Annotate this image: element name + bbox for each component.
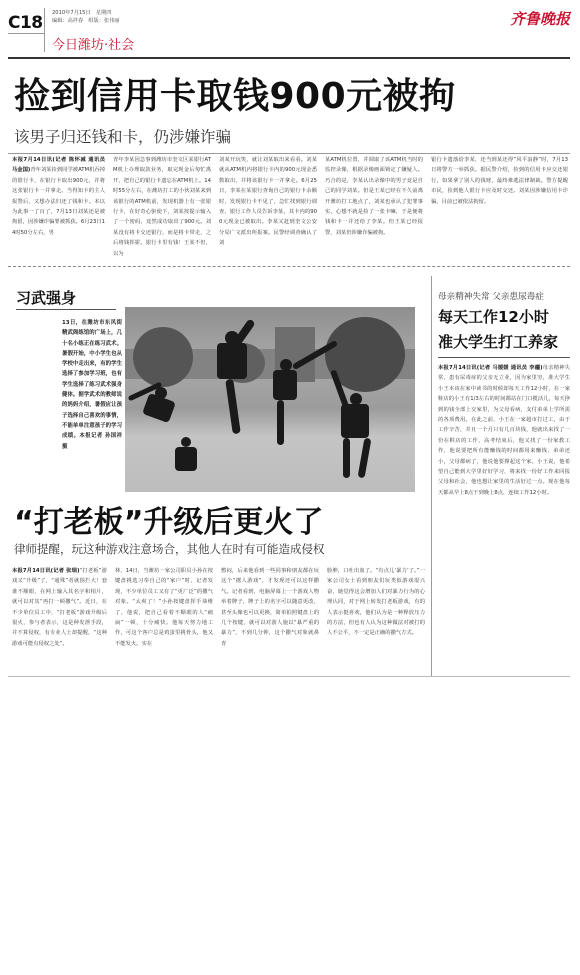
story4-headline-line2: 准大学生打工养家	[438, 333, 559, 351]
story4-kicker: 母亲精神失常 父亲患尿毒症	[438, 292, 544, 302]
divider	[8, 153, 570, 154]
page-number: C18	[8, 13, 43, 33]
editor-credit: 编辑：高祥春 组版：张伟丽	[52, 18, 120, 24]
story1-column-2: 青年李某因急事到潍坊市奎文区某银行ATM机上办理取款业务，取完现金后匆忙离开，把自己的银行卡遗忘在ATM机上。14时55分左右，在潍坊打工的小伙刘某来到该银行的ATM机前，发现机器上有一张银行卡，在好奇心驱使下，刘某按提示输入了一个密码，竟然成功取出了900元。刘某没有将卡交还银行，而是将卡带走，之后将钱挥霍。银行卡里有钱！王某不但，以为	[113, 157, 211, 257]
story1-col1-text: 青年刘某捡到同学被ATM机吞掉的银行卡，在银行卡取出900元，并将这张银行卡一并拿走。当得知卡的主人报警后，又想办法归还了钱和卡。本以为此事一了百了，7月13日刘某还是被拘留，因涉嫌诈骗罪被抓获。6月23日14时50分左右，男	[12, 167, 105, 236]
column-divider	[431, 276, 432, 676]
story1-column-5: 银行卡遗落给李某，还当到某还得”风平浪静”时，7月13日将警方一举抓获。据民警介绍，捡到的信用卡应交还银行，如果拿了别人的钱财，最终难逃法律制裁。警方提醒市民，捡到他人银行卡应及时交还。刘某因涉嫌信用卡诈骗，目前已被依法拘留。	[431, 157, 568, 205]
story3-column-4: 脸肿，口吐出血了。“有点儿‘暴力’了。”一家公司女士看到朋友们玩类似游戏很兴奋，她觉得这会增加人们对暴力行为的心理认同，对于网上转发打老板游戏，有的人表示挺喜欢，他们认为是一种释放压力的方法，但也有人认为这种做法对被打的人不公平，不一定是正确的撒气方式。	[327, 568, 425, 637]
story3-col1-text: “打老板”游戏又“升级”了，“通殊”者就围拦大！套谁不顺眼，在网上输入其名字和相片，就可以对其“再打一顿撒气”。近日，在不少单位员工中，“打老板”游戏升级后很火，参与者表示，这是种发泄手段，并不算侵权，有专业人士却提醒，“这种游戏可能有侵权之处”。	[12, 568, 107, 647]
martial-arts-photo	[125, 307, 415, 492]
bottom-rule	[8, 676, 570, 677]
story4-headline-line1: 每天工作12小时	[438, 308, 549, 326]
story3-subhead: 律师提醒，玩这种游戏注意场合，其他人在时有可能造成侵权	[14, 542, 325, 556]
section-divider	[8, 266, 570, 267]
story1-column-1	[12, 155, 105, 258]
photo-story-title: 习武强身	[16, 289, 77, 307]
story3-byline: 本报7月14日讯(记者 张瑞)	[12, 568, 80, 574]
divider	[8, 33, 44, 34]
main-headline: 捡到信用卡取钱900元被拘	[14, 76, 456, 117]
story4-body-text: 母亲精神失常，患有尿毒症的父亲无立业，因为家里穷，准大学生小王本该在家中读书的时候却每天工作12小时，在一家鞋店的小王有1/3左右的时间都站在门口揽活儿，每天挣到的钱全部上交家里，为父母看病，支付弟弟上学所需的各项费用。在此之前，小王在一家超市打过工，由于工作辛苦，并且一个月只有几百块钱，他就出来找了一份在鞋店的工作，高考结束后，他又找了一份家教工作，他说要把所有能赚钱的时间都用来赚钱，弟弟还小，父母都病了，他说他要撑起这个家。小王说，他希望自己能到大学里好好学习，将来找一份好工作来回报父母和社会，他也想让家里的生活好过一点。现在他每天都从早上8点干到晚上8点，连续工作12小时。	[438, 365, 570, 496]
story3-headline: “打老板”升级后更火了	[14, 505, 324, 540]
story4-byline: 本报7月14日讯(记者 马媛媛 通讯员 李疆)	[438, 365, 543, 371]
divider	[438, 357, 570, 358]
section-title: 今日潍坊·社会	[52, 38, 135, 53]
divider	[16, 309, 116, 310]
main-subhead: 该男子归还钱和卡，仍涉嫌诈骗	[14, 128, 232, 146]
story3-column-2: 林，14日，当潍坊一家公司职员小孙在按键盘挑选习奉自己的“家户”时，记者发现，不少单位员工又有了“更广泛”的撒气对象。“太爽了！”小孙按键盘挥手恭维了，他说，把自己看着不顺眼的人“痛扁”一顿，十分痛快。他每天努力地工作，可这个客户总是鸡蛋里挑骨头，他又不能发火。实在	[115, 568, 213, 647]
story4-body	[438, 363, 570, 670]
story3-column-1	[12, 566, 107, 670]
divider	[44, 8, 45, 52]
story3-column-3: 憋闷，后来他看到一些同事和朋友都在玩这个“撂人游戏”，才发现还可以这样撒气。记者看到，电脑屏幕上一个游戏人物举着牌子，牌子上的名字可以随意更改，甚至头像也可以更换，简单拍照键盘上的几个按键，就可以对游人施以“暴严重的暴力”，不到几分钟，这个撒气对象就鼻青	[221, 568, 319, 647]
photo-caption: 13日，在潍坊市东风街精武阁练馆的广场上，几十名小练正在练习武术。暑假开始，中小学生也从学校中走出来，有的学生选择了参加学习班，也有学生选择了练习武术强身健体。据学武术的教师说的妈妈介绍，暑假应让孩子选择自己喜欢的事情，不能单单注意孩子的学习成绩。本报记者 孙国祥 摄	[62, 320, 122, 450]
top-rule	[8, 57, 570, 59]
story1-column-4: 某ATM机位置，并调取了该ATM机当时的监控录像，根据录像画面锁定了嫌疑人。巧合的是，李某认出录像中的男子竟是自己的同学刘某。但是王某已经在不久前离开潍坊打工地点了，刘某也承认了犯罪事实，心想不就是捡了一张卡嘛，于是便将钱和卡一并还给了李某。但王某已经报警，刘某仍涉嫌诈骗被拘。	[325, 157, 423, 236]
newspaper-logo: 齐鲁晚报	[509, 10, 570, 28]
story1-byline: 本报7月14日讯(记者 陈怀减 通讯员 马金国)	[12, 157, 105, 174]
issue-date: 2010年7月15日 星期四	[52, 10, 112, 16]
story1-column-3: 刘某开玩笑，就让刘某取出来看看。刘某就从ATM机内将银行卡内的900元现金悉数取出，并将该银行卡一并拿走。6月25日，李某在某银行查询自己的银行卡余额时，发现银行卡不见了，急忙找到银行调查，银行工作人员告诉李某，其卡内的900元现金已被取出。李某又赶到奎文公安分局广文派出所报案。民警经调查确认了刘	[219, 157, 317, 247]
